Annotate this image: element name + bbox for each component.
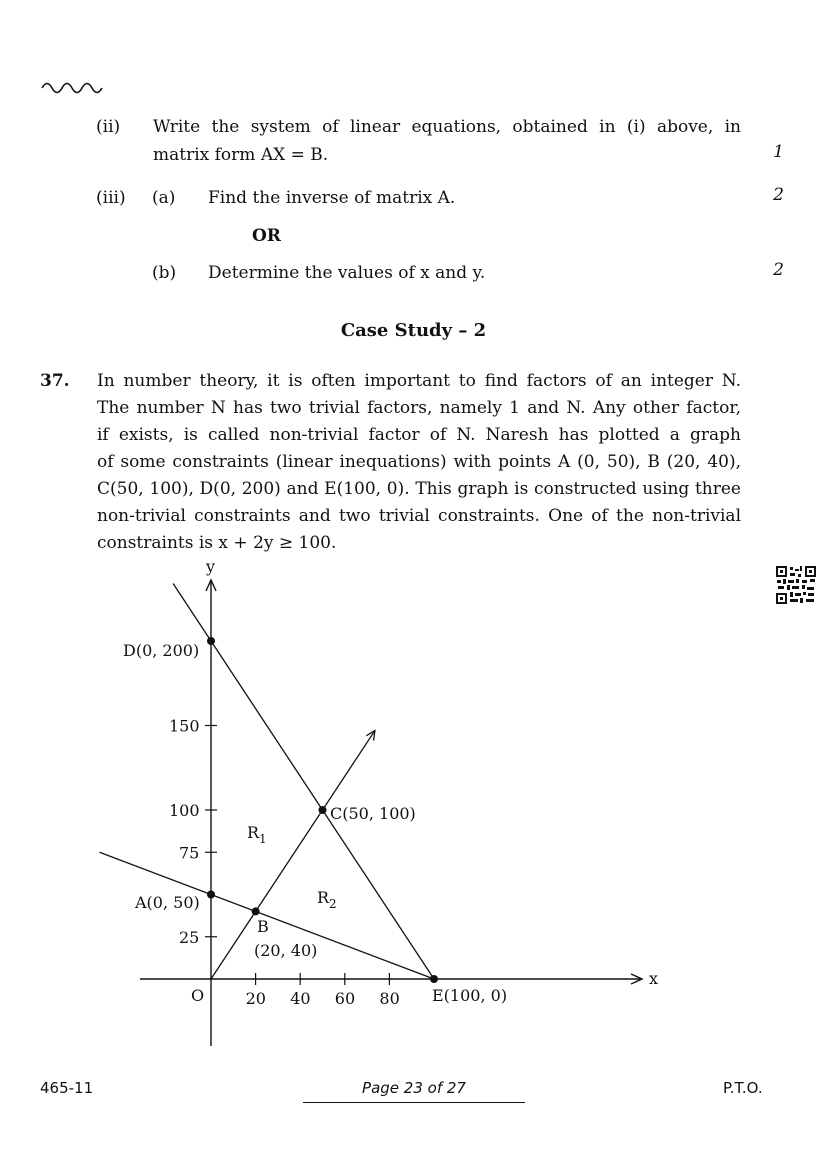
y-tick-label: 75	[179, 843, 200, 863]
decorative-wave-icon	[40, 74, 110, 98]
y-axis-ticks	[169, 717, 217, 947]
question-37-line: constraints is x + 2y ≥ 100.	[97, 533, 337, 553]
subpart-a-text: Find the inverse of matrix A.	[208, 188, 456, 208]
point-e	[430, 975, 438, 983]
subpart-b-text: Determine the values of x and y.	[208, 263, 486, 283]
question-37-line: The number N has two trivial factors, namely 1 and N. Any other factor,	[97, 398, 741, 418]
subpart-ii-marks: 1	[773, 142, 784, 162]
question-37-number: 37.	[40, 371, 70, 391]
constraint-graph	[0, 560, 827, 1060]
or-separator: OR	[252, 226, 281, 246]
question-37-line: non-trivial constraints and two trivial constraints. One of the non-trivial	[97, 506, 741, 526]
question-37-line: In number theory, it is often important to find factors of an integer N.	[97, 371, 741, 391]
region-r2-label	[317, 888, 337, 911]
point-d-label: D(0, 200)	[123, 641, 200, 660]
x-tick-label: 80	[379, 989, 400, 1008]
point-c-label: C(50, 100)	[330, 804, 416, 823]
question-37-line: C(50, 100), D(0, 200) and E(100, 0). This graph is constructed using three	[97, 479, 741, 499]
x-axis-ticks	[246, 973, 400, 1008]
paper-code: 465-11	[40, 1079, 94, 1097]
origin-label: O	[191, 986, 205, 1005]
region-r1-label	[247, 823, 267, 846]
question-37-line: of some constraints (linear inequations) with points A (0, 50), B (20, 40),	[97, 452, 741, 472]
x-tick-label: 60	[334, 989, 356, 1008]
region-r1-subscript: 1	[259, 832, 267, 846]
question-37-line: if exists, is called non-trivial factor of N. Naresh has plotted a graph	[97, 425, 741, 445]
x-tick-label: 20	[245, 989, 266, 1008]
graph-axes	[140, 560, 658, 1046]
x-tick-label: 40	[290, 989, 311, 1008]
region-r1-letter: R	[247, 823, 260, 842]
subpart-b-label: (b)	[152, 263, 177, 283]
subpart-a-marks: 2	[773, 185, 784, 205]
y-tick-label: 150	[169, 716, 200, 736]
please-turn-over: P.T.O.	[723, 1079, 763, 1097]
subpart-b-marks: 2	[773, 260, 784, 280]
point-b	[252, 907, 260, 915]
point-d	[207, 637, 215, 645]
graph-labels	[123, 641, 507, 1005]
point-b-coordinates: (20, 40)	[254, 941, 318, 960]
line-oc-arrow-icon	[366, 731, 375, 741]
point-a-label: A(0, 50)	[135, 893, 200, 912]
point-b-label: B	[257, 917, 269, 936]
point-c	[319, 806, 327, 814]
region-r2-letter: R	[317, 888, 330, 907]
subpart-iii-label: (iii)	[96, 188, 126, 208]
footer-underline	[303, 1102, 525, 1103]
region-r2-subscript: 2	[329, 897, 337, 911]
page-number: Page 23 of 27	[362, 1079, 466, 1097]
y-tick-label: 25	[179, 927, 200, 947]
y-tick-label: 100	[169, 801, 200, 820]
case-study-title: Case Study – 2	[340, 320, 487, 341]
question-37-paragraph	[97, 368, 741, 557]
y-axis-label: y	[206, 560, 216, 576]
subpart-a-label: (a)	[152, 188, 176, 208]
subpart-ii-label: (ii)	[96, 117, 121, 137]
subpart-ii-text-line1: Write the system of linear equations, obtained in (i) above, in	[153, 117, 741, 137]
subpart-ii-text-line2: matrix form AX = B.	[153, 145, 329, 165]
point-a	[207, 891, 215, 899]
point-e-label: E(100, 0)	[432, 986, 508, 1005]
x-axis-label: x	[649, 969, 659, 988]
